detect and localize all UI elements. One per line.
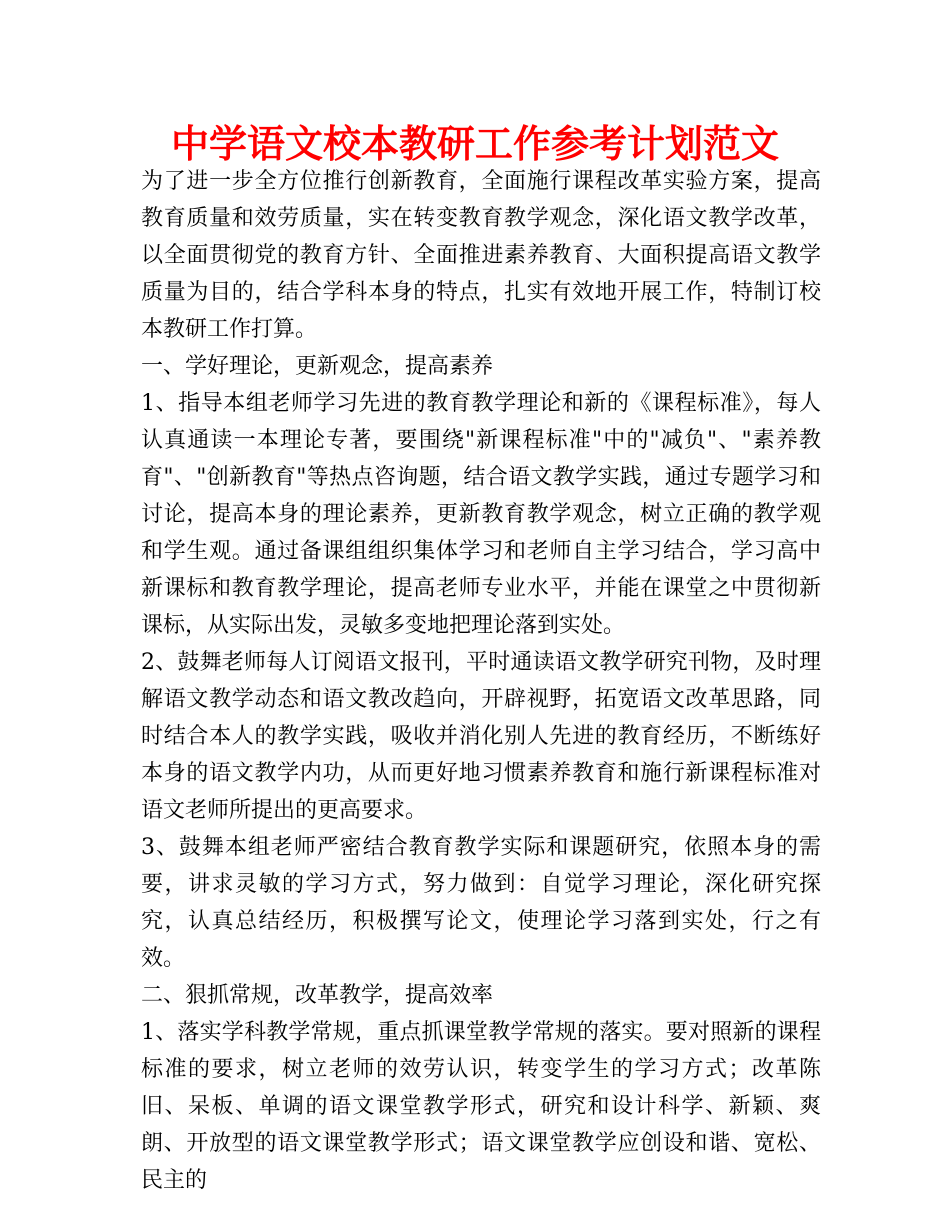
document-body xyxy=(141,163,821,1199)
intro-paragraph: 为了进一步全方位推行创新教育，全面施行课程改革实验方案，提高教育质量和效劳质量，实在转变教育教学观念，深化语文教学改革，以全面贯彻党的教育方针、全面推进素养教育、大面积提高语文教学质量为目的，结合学科本身的特点，扎实有效地开展工作，特制订校本教研工作打算。 xyxy=(141,169,821,342)
section-heading-2: 二、狠抓常规，改革教学，提高效率 xyxy=(141,983,494,1008)
section-1-item-3: 3、鼓舞本组老师严密结合教育教学实际和课题研究，依照本身的需要，讲求灵敏的学习方式，努力做到：自觉学习理论，深化研究探究，认真总结经历，积极撰写论文，使理论学习落到实处，行之有效。 xyxy=(141,835,821,971)
section-2-item-1: 1、落实学科教学常规，重点抓课堂教学常规的落实。要对照新的课程标准的要求，树立老师的效劳认识，转变学生的学习方式；改革陈旧、呆板、单调的语文课堂教学形式，研究和设计科学、新颖、爽朗、开放型的语文课堂教学形式；语文课堂教学应创设和谐、宽松、民主的 xyxy=(141,1020,821,1193)
section-1-item-1: 1、指导本组老师学习先进的教育教学理论和新的《课程标准》，每人认真通读一本理论专著，要围绕"新课程标准"中的"减负"、"素养教育"、"创新教育"等热点咨询题，结合语文教学实践，通过专题学习和讨论，提高本身的理论素养，更新教育教学观念，树立正确的教学观和学生观。通过备课组组织集体学习和老师自主学习结合，学习高中新课标和教育教学理论，提高老师专业水平，并能在课堂之中贯彻新课标，从实际出发，灵敏多变地把理论落到实处。 xyxy=(141,391,821,638)
document-title: 中学语文校本教研工作参考计划范文 xyxy=(170,122,779,166)
section-heading-1: 一、学好理论，更新观念，提高素养 xyxy=(141,354,494,379)
section-1-item-2: 2、鼓舞老师每人订阅语文报刊，平时通读语文教学研究刊物，及时理解语文教学动态和语文教改趋向，开辟视野，拓宽语文改革思路，同时结合本人的教学实践，吸收并消化别人先进的教育经历，不断练好本身的语文教学内功，从而更好地习惯素养教育和施行新课程标准对语文老师所提出的更高要求。 xyxy=(141,650,821,823)
